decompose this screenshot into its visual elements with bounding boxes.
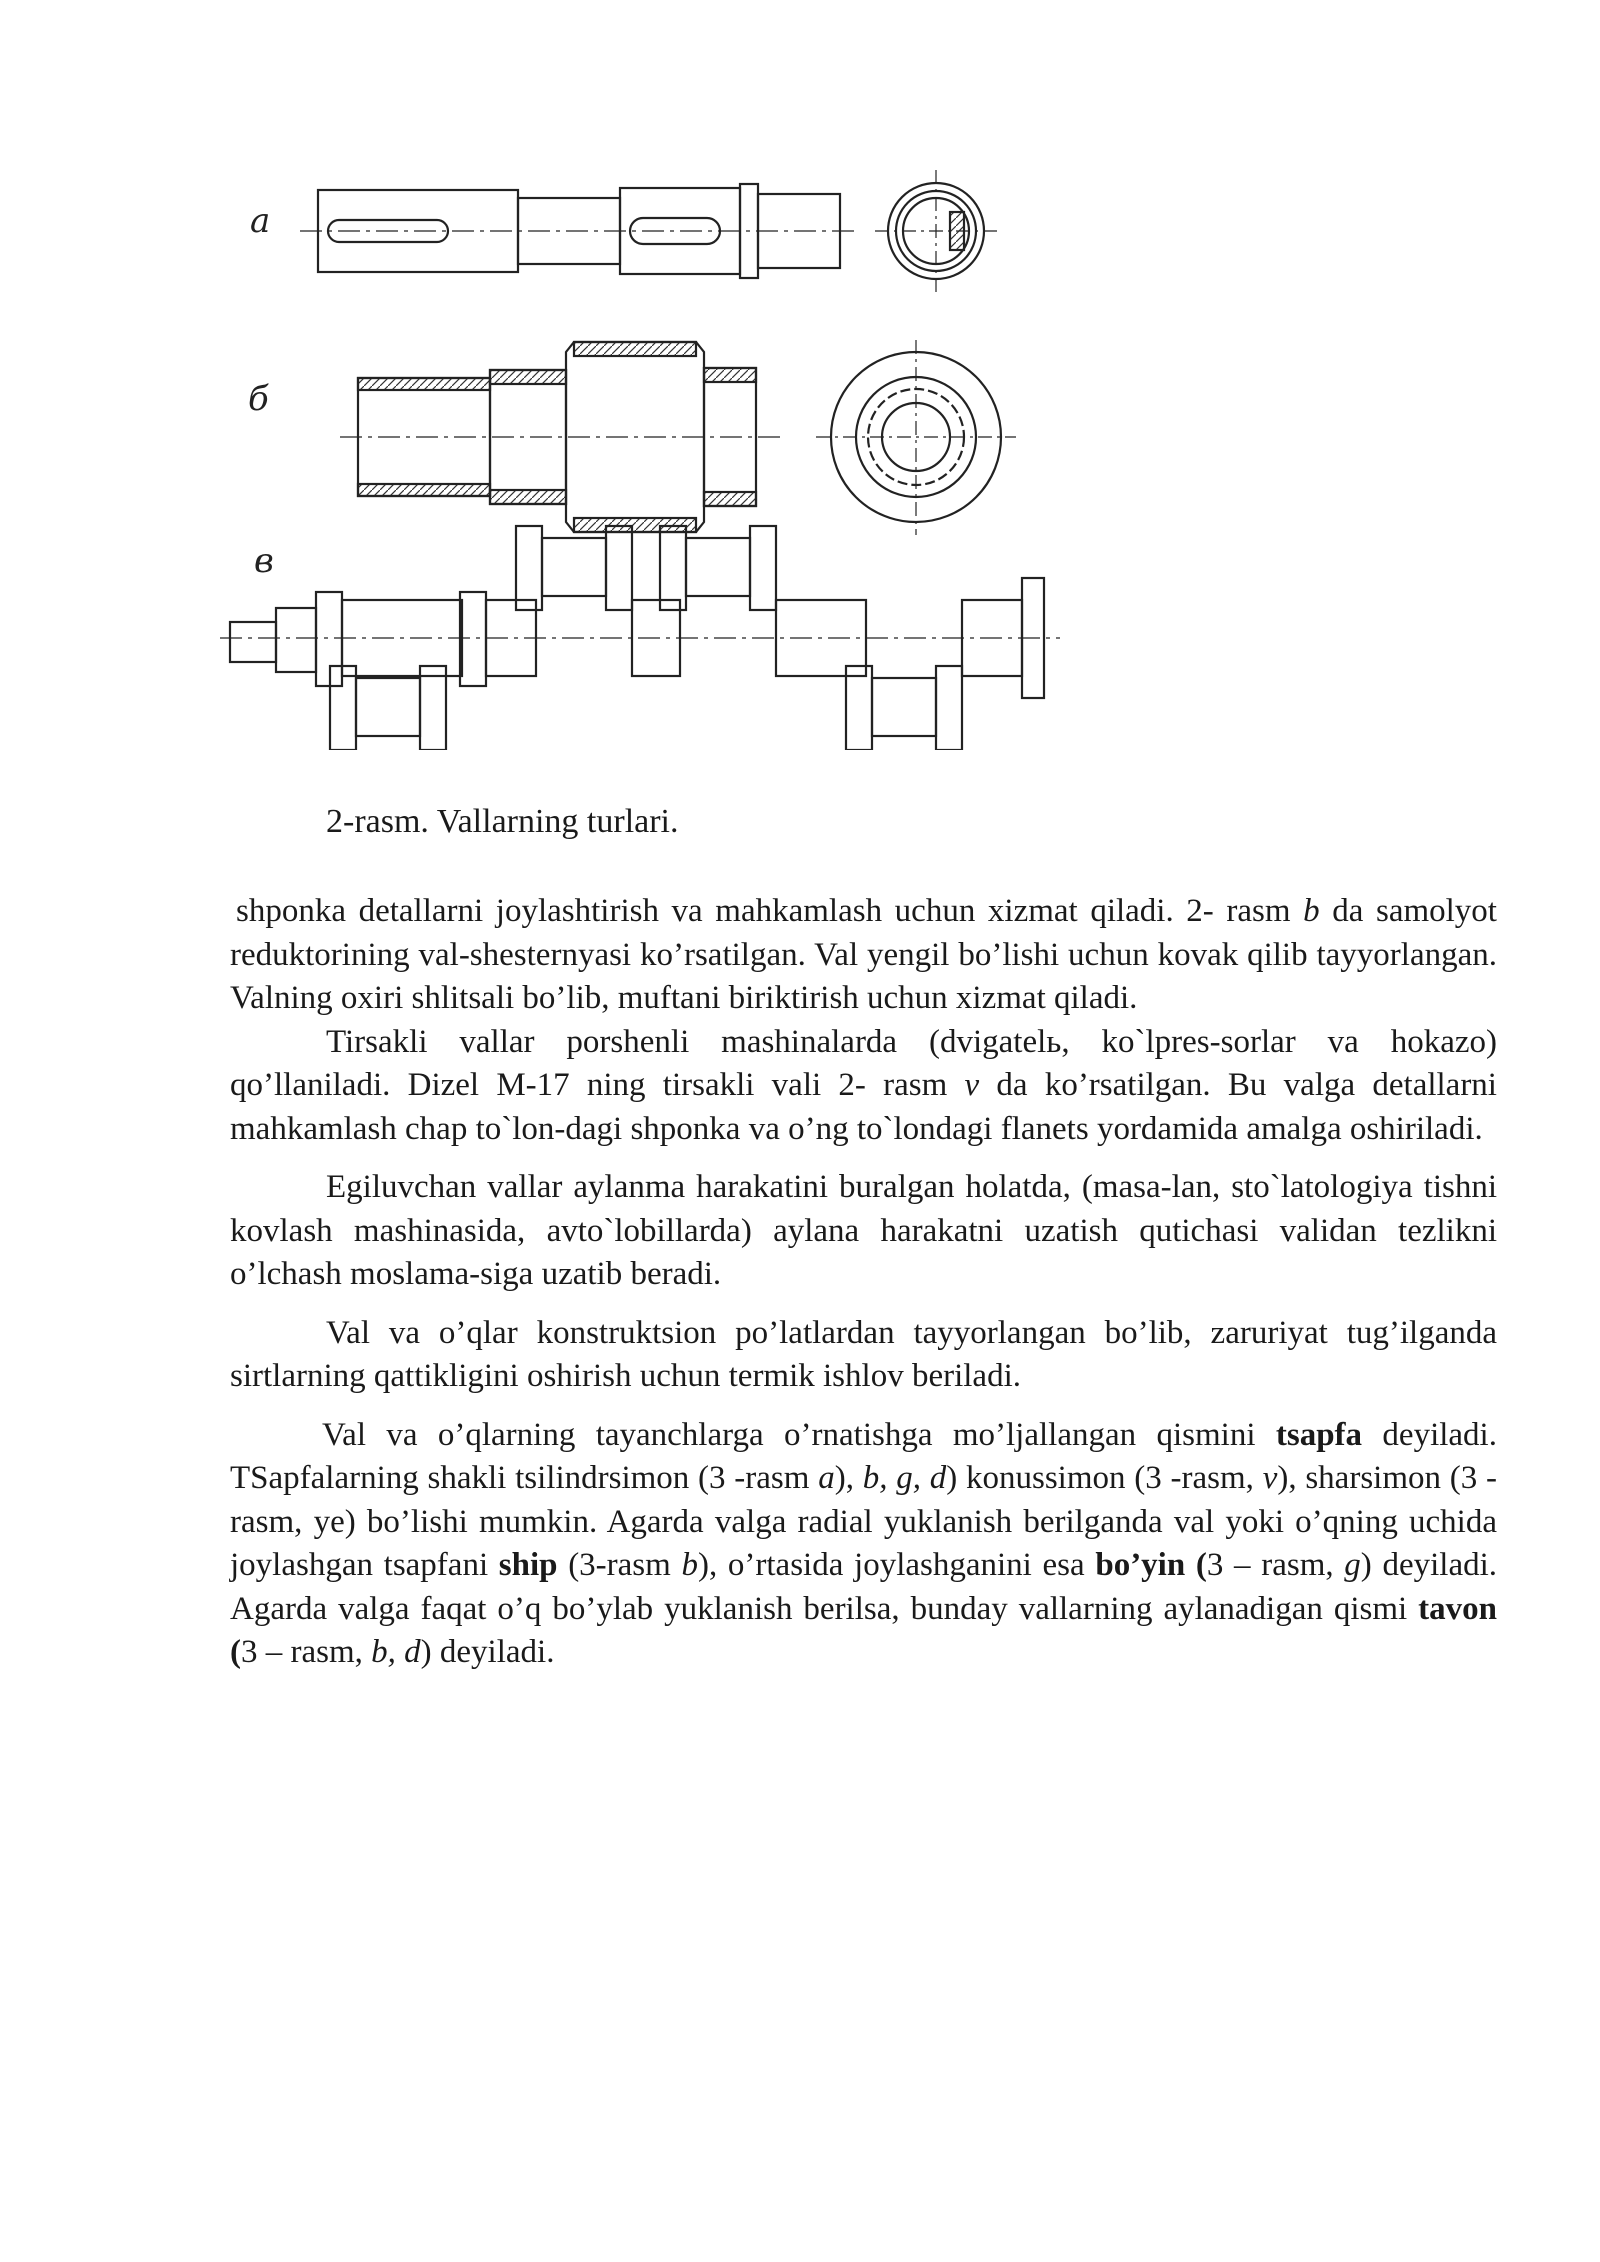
paragraph-3: Egiluvchan vallar aylanma harakatini buralgan holatda, (masa-lan, sto`latologiya tishni kovlash mashinasida, avto`lobillarda) aylana harakatni uzatish qutichasi validan tezlikni o’lchash moslama-siga uzatib beradi. [230,1169,1497,1292]
paragraph-5: Val va o’qlarning tayanchlarga o’rnatishga mo’ljallangan qismini tsapfa deyiladi. TSapfalarning shakli tsilindrsimon (3 -rasm a), b, g, d) konussimon (3 -rasm, v), sharsimon (3 -rasm, ye) bo’lishi mumkin. Agarda valga radial yuklanish berilganda val yoki o’qning uchida joylashgan tsapfani ship (3-rasm b), o’rtasida joylashganini esa bo’yin (3 – rasm, g) deyiladi. Agarda valga faqat o’q bo’ylab yuklanish berilsa, bunday vallarning aylanadigan qismi tavon (3 – rasm, b, d) deyiladi. [230,1416,1498,1670]
paragraph-2: Tirsakli vallar porshenli mashinalarda (dvigatelь, ko`lpres-sorlar va hokazo) qo’llaniladi. Dizel M-17 ning tirsakli vali 2- rasm v da ko’rsatilgan. Bu valga detallarni mahkamlash chap to`lon-dagi shponka va o’ng to`londagi flanets yordamida amalga oshiriladi. [230,1023,1497,1147]
paragraph-4: Val va o’qlar konstruktsion po’latlardan tayyorlangan bo’lib, zaruriyat tug’ilganda sirtlarning qattikligini oshirish uchun termik ishlov beriladi. [230,1314,1497,1394]
shaft-types-figure [220,170,1120,750]
body-text [230,890,1497,1690]
figure-label-b: б [248,379,269,419]
figure-label-a: а [250,201,271,241]
figure-label-c: в [254,541,274,581]
hollow-gear-shaft-drawing [340,340,1016,535]
straight-shaft-drawing [300,170,998,292]
crankshaft-drawing [220,526,1060,750]
figure-caption: 2-rasm. Vallarning turlari. [326,803,679,840]
paragraph-1: shponka detallarni joylashtirish va mahkamlash uchun xizmat qiladi. 2- rasm b da samolyot reduktorining val-shesternyasi ko’rsatilgan. Val yengil bo’lishi uchun kovak qilib tayyorlangan. Valning oxiri shlitsali bo’lib, muftani biriktirish uchun xizmat qiladi. [230,893,1497,1016]
